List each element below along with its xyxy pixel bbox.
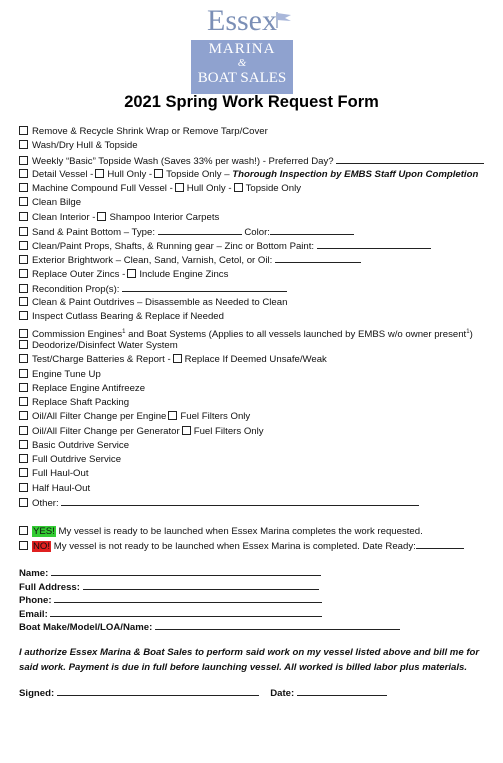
work-items-list bbox=[19, 125, 484, 510]
checkbox[interactable] bbox=[19, 297, 28, 306]
item-props-shafts: Clean/Paint Props, Shafts, & Running gear – Zinc or Bottom Paint: bbox=[19, 239, 484, 253]
checkbox[interactable] bbox=[19, 440, 28, 449]
launch-no-option: NO! My vessel is not ready to be launched when Essex Marina is completed. Date Ready: bbox=[19, 539, 464, 554]
address-field[interactable] bbox=[83, 580, 319, 590]
bottom-color-field[interactable] bbox=[270, 225, 354, 235]
boat-row: Boat Make/Model/LOA/Name: bbox=[19, 620, 400, 634]
phone-field[interactable] bbox=[54, 593, 322, 603]
item-engine-antifreeze: Replace Engine Antifreeze bbox=[19, 382, 484, 396]
checkbox[interactable] bbox=[19, 483, 28, 492]
item-cutlass-bearing: Inspect Cutlass Bearing & Replace if Needed bbox=[19, 310, 484, 324]
item-engine-tune-up: Engine Tune Up bbox=[19, 368, 484, 382]
checkbox[interactable] bbox=[19, 369, 28, 378]
item-oil-generator: Oil/All Filter Change per Generator Fuel Filters Only bbox=[19, 425, 484, 439]
item-outer-zincs: Replace Outer Zincs - Include Engine Zincs bbox=[19, 268, 484, 282]
item-exterior-brightwork: Exterior Brightwork – Clean, Sand, Varnish, Cetol, or Oil: bbox=[19, 253, 484, 267]
item-clean-interior: Clean Interior - Shampoo Interior Carpets bbox=[19, 211, 484, 225]
preferred-day-field[interactable] bbox=[336, 154, 484, 164]
checkbox[interactable] bbox=[19, 411, 28, 420]
item-recondition-props: Recondition Prop(s): bbox=[19, 282, 484, 296]
launch-yes-option: YES! My vessel is ready to be launched when Essex Marina completes the work requested. bbox=[19, 524, 464, 539]
item-deodorize-water: Deodorize/Disinfect Water System bbox=[19, 339, 484, 353]
boat-field[interactable] bbox=[155, 620, 400, 630]
phone-row: Phone: bbox=[19, 593, 400, 607]
signature-field[interactable] bbox=[57, 686, 259, 696]
checkbox[interactable] bbox=[19, 284, 28, 293]
item-half-haul-out: Half Haul-Out bbox=[19, 482, 484, 496]
no-tag: NO! bbox=[33, 541, 51, 552]
launch-readiness bbox=[19, 524, 464, 554]
zinc-bottom-paint-field[interactable] bbox=[317, 239, 431, 249]
item-shaft-packing: Replace Shaft Packing bbox=[19, 396, 484, 410]
item-machine-compound: Machine Compound Full Vessel - Hull Only - Topside Only bbox=[19, 182, 484, 196]
checkbox[interactable] bbox=[19, 354, 28, 363]
checkbox[interactable] bbox=[19, 454, 28, 463]
item-full-haul-out: Full Haul-Out bbox=[19, 467, 484, 481]
logo-banner bbox=[191, 40, 293, 94]
checkbox[interactable] bbox=[19, 156, 28, 165]
address-row: Full Address: bbox=[19, 580, 400, 594]
email-row: Email: bbox=[19, 607, 400, 621]
checkbox[interactable] bbox=[19, 468, 28, 477]
item-commission-engines: Commission Engines$^1$ and Boat Systems (Applies to all vessels launched by EMBS w/o owner present$^1$) bbox=[19, 325, 484, 339]
item-sand-paint-bottom: Sand & Paint Bottom – Type: Color: bbox=[19, 225, 484, 239]
checkbox-topside-only[interactable] bbox=[154, 169, 163, 178]
checkbox[interactable] bbox=[19, 183, 28, 192]
item-basic-outdrive: Basic Outdrive Service bbox=[19, 439, 484, 453]
name-field[interactable] bbox=[51, 566, 321, 576]
flag-icon bbox=[275, 11, 293, 29]
checkbox[interactable] bbox=[19, 140, 28, 149]
recondition-props-field[interactable] bbox=[122, 282, 287, 292]
checkbox-shampoo-carpets[interactable] bbox=[97, 212, 106, 221]
item-wash-dry: Wash/Dry Hull & Topside bbox=[19, 139, 484, 153]
item-clean-paint-outdrives: Clean & Paint Outdrives – Disassemble as Needed to Clean bbox=[19, 296, 484, 310]
item-batteries: Test/Charge Batteries & Report - Replace If Deemed Unsafe/Weak bbox=[19, 353, 484, 367]
checkbox-hull-only[interactable] bbox=[175, 183, 184, 192]
item-full-outdrive: Full Outdrive Service bbox=[19, 453, 484, 467]
checkbox-engine-zincs[interactable] bbox=[127, 269, 136, 278]
checkbox[interactable] bbox=[19, 383, 28, 392]
logo-essex-text: Essex bbox=[207, 4, 277, 37]
name-row: Name: bbox=[19, 566, 400, 580]
bottom-type-field[interactable] bbox=[158, 225, 242, 235]
essex-marina-logo bbox=[189, 4, 295, 86]
checkbox[interactable] bbox=[19, 426, 28, 435]
checkbox[interactable] bbox=[19, 169, 28, 178]
item-clean-bilge: Clean Bilge bbox=[19, 196, 484, 210]
item-detail-vessel: Detail Vessel - Hull Only - Topside Only – Thorough Inspection by EMBS Staff Upon Completion bbox=[19, 168, 484, 182]
checkbox-topside-only[interactable] bbox=[234, 183, 243, 192]
other-field[interactable] bbox=[61, 496, 419, 506]
checkbox[interactable] bbox=[19, 498, 28, 507]
checkbox[interactable] bbox=[19, 340, 28, 349]
authorization-statement: I authorize Essex Marina & Boat Sales to perform said work on my vessel listed above and bill me for said work. Payment is due in full before launching vessel. All worked is billed labor plus materials. bbox=[19, 647, 480, 673]
checkbox[interactable] bbox=[19, 329, 28, 338]
logo-boat-sales-text: BOAT SALES bbox=[197, 70, 287, 86]
date-ready-field[interactable] bbox=[416, 539, 464, 549]
yes-tag: YES! bbox=[33, 526, 55, 537]
item-oil-engine: Oil/All Filter Change per Engine Fuel Filters Only bbox=[19, 410, 484, 424]
checkbox-replace-batteries[interactable] bbox=[173, 354, 182, 363]
checkbox[interactable] bbox=[19, 311, 28, 320]
checkbox[interactable] bbox=[19, 269, 28, 278]
item-other: Other: bbox=[19, 496, 484, 510]
checkbox-yes[interactable] bbox=[19, 526, 28, 535]
checkbox-hull-only[interactable] bbox=[95, 169, 104, 178]
item-weekly-wash: Weekly “Basic” Topside Wash (Saves 33% per wash!) - Preferred Day? bbox=[19, 154, 484, 168]
logo-ampersand: & bbox=[237, 57, 247, 69]
date-field[interactable] bbox=[297, 686, 387, 696]
checkbox-fuel-filters-generator[interactable] bbox=[182, 426, 191, 435]
checkbox[interactable] bbox=[19, 126, 28, 135]
form-title: 2021 Spring Work Request Form bbox=[124, 93, 379, 111]
checkbox[interactable] bbox=[19, 397, 28, 406]
checkbox-fuel-filters-engine[interactable] bbox=[168, 411, 177, 420]
customer-info bbox=[19, 566, 400, 634]
checkbox[interactable] bbox=[19, 255, 28, 264]
email-field[interactable] bbox=[50, 607, 322, 617]
brightwork-field[interactable] bbox=[275, 253, 361, 263]
checkbox[interactable] bbox=[19, 197, 28, 206]
checkbox-no[interactable] bbox=[19, 541, 28, 550]
logo-marina-text: MARINA bbox=[208, 41, 276, 57]
signature-row: Signed: Date: bbox=[19, 686, 387, 699]
checkbox[interactable] bbox=[19, 212, 28, 221]
item-shrink-wrap: Remove & Recycle Shrink Wrap or Remove Tarp/Cover bbox=[19, 125, 484, 139]
checkbox[interactable] bbox=[19, 227, 28, 236]
checkbox[interactable] bbox=[19, 241, 28, 250]
